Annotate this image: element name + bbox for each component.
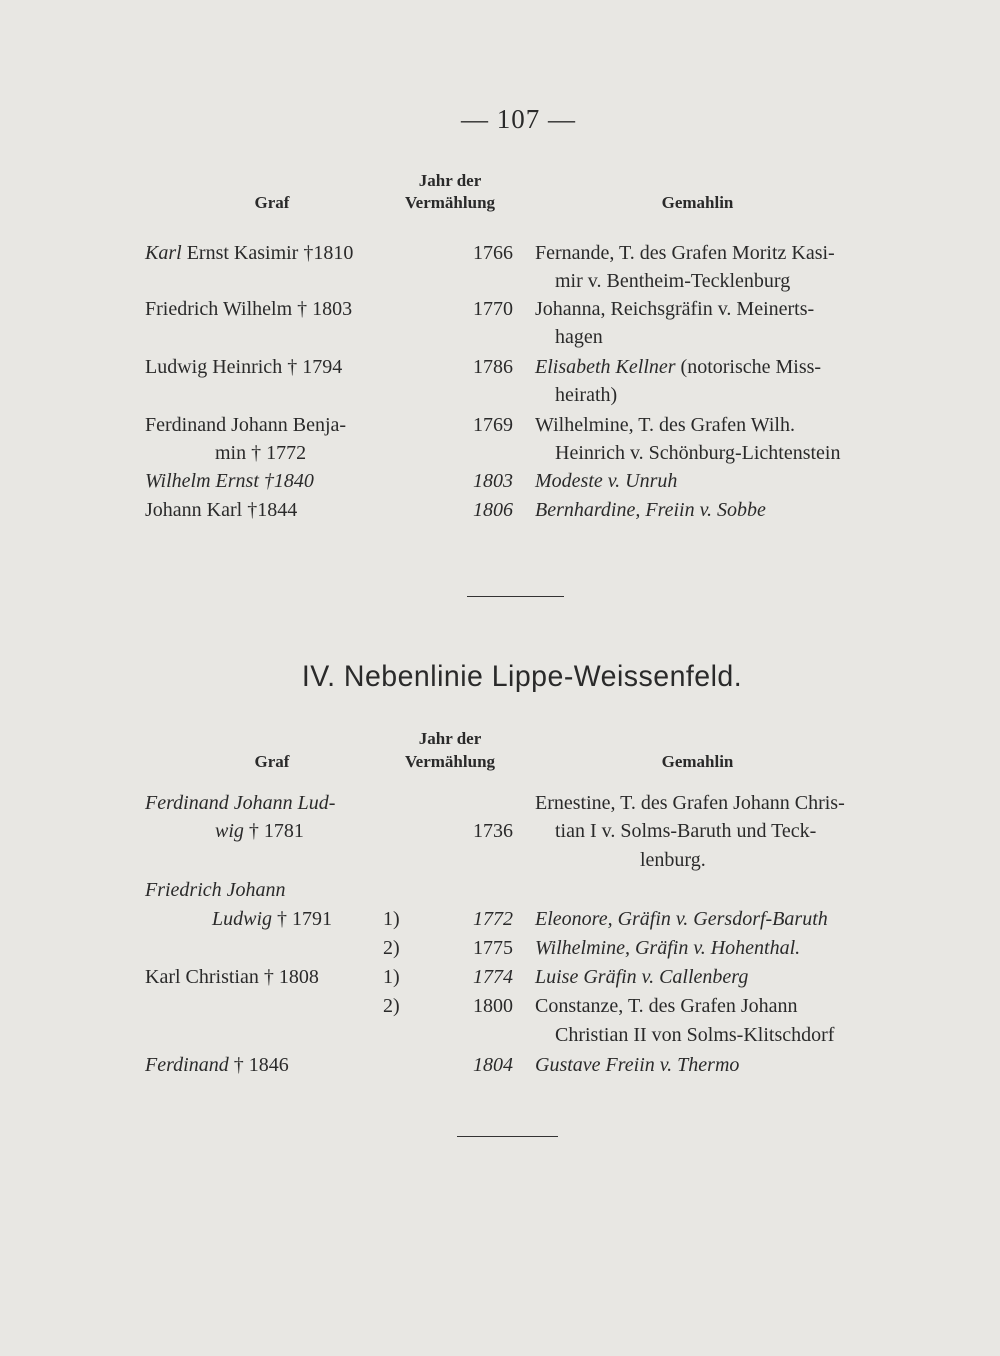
table-row	[0, 788, 1000, 818]
graf-cell-cont: min † 1772	[215, 442, 307, 464]
table-row-continuation	[0, 904, 1000, 934]
graf-cell: Ferdinand Johann Benja-	[145, 414, 347, 436]
table-row	[0, 238, 1000, 268]
table2-header-jahr-line1: Jahr der	[418, 729, 482, 748]
gemahlin-cell: Modeste v. Unruh	[535, 470, 678, 492]
table-row	[0, 294, 1000, 324]
table2-header-gemahlin: Gemahlin	[661, 752, 734, 771]
table-row-continuation	[0, 816, 1000, 846]
gemahlin-cell-cont: Heinrich v. Schönburg-Lichtenstein	[555, 442, 841, 464]
graf-cell-cont	[215, 816, 304, 846]
table-row	[0, 466, 1000, 496]
year-cell: 1804	[473, 1054, 513, 1076]
table2-header-graf: Graf	[254, 752, 290, 771]
marriage-number: 1)	[383, 966, 400, 988]
graf-cell	[145, 1050, 289, 1080]
gemahlin-cell: Luise Gräfin v. Callenberg	[535, 966, 749, 988]
gemahlin-name-italic: Elisabeth Kellner	[535, 356, 676, 378]
graf-name: Ernst Kasimir †1810	[181, 242, 354, 264]
gemahlin-cell: Johanna, Reichsgräfin v. Meinerts-	[535, 298, 815, 320]
graf-cell	[145, 238, 353, 268]
year-cell: 1800	[473, 995, 513, 1017]
year-cell: 1769	[473, 414, 513, 436]
table-row	[0, 1050, 1000, 1080]
graf-death: † 1846	[228, 1054, 289, 1076]
graf-name-italic: wig	[215, 820, 244, 842]
table-row-continuation	[0, 1020, 1000, 1050]
table-row	[0, 933, 1000, 963]
graf-cell: Johann Karl †1844	[145, 499, 298, 521]
year-cell: 1770	[473, 298, 513, 320]
gemahlin-cell-cont: Christian II von Solms-Klitschdorf	[555, 1024, 835, 1046]
graf-cell: Friedrich Johann	[145, 879, 286, 901]
table1-header-graf: Graf	[254, 193, 290, 212]
gemahlin-note: (notorische Miss-	[675, 356, 822, 378]
graf-name-italic: Ludwig	[212, 908, 273, 930]
separator-rule	[467, 596, 564, 597]
gemahlin-cell: Eleonore, Gräfin v. Gersdorf-Baruth	[535, 908, 828, 930]
year-cell: 1786	[473, 356, 513, 378]
page-number: — 107 —	[461, 104, 576, 134]
table-row	[0, 962, 1000, 992]
table-row-continuation	[0, 438, 1000, 468]
table1-header-jahr-line1: Jahr der	[418, 171, 482, 190]
graf-cell: Ferdinand Johann Lud-	[145, 792, 336, 814]
table-row-continuation	[0, 380, 1000, 410]
graf-name-italic: Ferdinand	[145, 1054, 229, 1076]
gemahlin-cell: Ernestine, T. des Grafen Johann Chris-	[535, 792, 845, 814]
marriage-number: 2)	[383, 995, 400, 1017]
graf-cell: Karl Christian † 1808	[145, 966, 319, 988]
graf-cell: Wilhelm Ernst †1840	[145, 470, 314, 492]
year-cell: 1736	[473, 820, 513, 842]
table-row	[0, 410, 1000, 440]
graf-death: † 1791	[272, 908, 333, 930]
year-cell: 1774	[473, 966, 513, 988]
year-cell: 1806	[473, 499, 513, 521]
marriage-number: 1)	[383, 908, 400, 930]
graf-cell: Friedrich Wilhelm † 1803	[145, 298, 353, 320]
gemahlin-cell-cont: hagen	[555, 326, 603, 348]
gemahlin-cell: Bernhardine, Freiin v. Sobbe	[535, 499, 766, 521]
gemahlin-cell	[535, 352, 821, 382]
table2-header-jahr-line2: Vermählung	[404, 752, 496, 771]
table1-header-jahr-line2: Vermählung	[404, 193, 496, 212]
gemahlin-cell-cont: mir v. Bentheim-Tecklenburg	[555, 270, 791, 292]
graf-name-italic: Karl	[145, 242, 182, 264]
table1-header-gemahlin: Gemahlin	[661, 193, 734, 212]
graf-cell: Ludwig Heinrich † 1794	[145, 356, 343, 378]
gemahlin-cell-cont: tian I v. Solms-Baruth und Teck-	[555, 820, 817, 842]
year-cell: 1766	[473, 242, 513, 264]
table-row	[0, 495, 1000, 525]
section-title: IV. Nebenlinie Lippe-Weissenfeld.	[301, 660, 743, 693]
separator-rule	[457, 1136, 558, 1137]
gemahlin-cell: Wilhelmine, T. des Grafen Wilh.	[535, 414, 795, 436]
gemahlin-cell: Constanze, T. des Grafen Johann	[535, 995, 798, 1017]
gemahlin-cell: Gustave Freiin v. Thermo	[535, 1054, 740, 1076]
table-row-continuation	[0, 845, 1000, 875]
table-row-continuation	[0, 322, 1000, 352]
gemahlin-cell-cont: lenburg.	[640, 849, 706, 871]
graf-death: † 1781	[243, 820, 304, 842]
gemahlin-cell: Wilhelmine, Gräfin v. Hohenthal.	[535, 937, 801, 959]
year-cell: 1775	[473, 937, 513, 959]
table-row	[0, 352, 1000, 382]
year-cell: 1803	[473, 470, 513, 492]
year-cell: 1772	[473, 908, 513, 930]
gemahlin-cell: Fernande, T. des Grafen Moritz Kasi-	[535, 242, 835, 264]
table-row-continuation	[0, 266, 1000, 296]
marriage-number: 2)	[383, 937, 400, 959]
gemahlin-cell-cont: heirath)	[555, 384, 618, 406]
table-row	[0, 875, 1000, 905]
table-row	[0, 991, 1000, 1021]
graf-cell-cont	[212, 904, 332, 934]
